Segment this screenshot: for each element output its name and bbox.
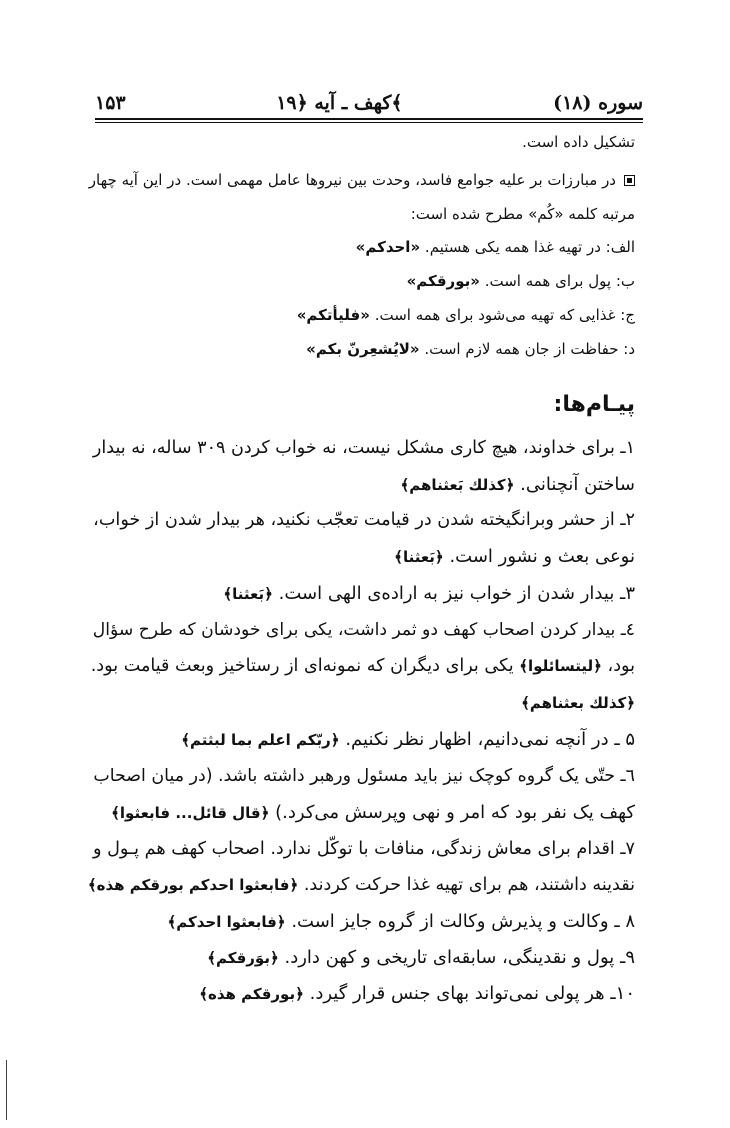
message-7-line-1: ۷ـ اقدام برای معاش زندگی، منافات با توکّل ندارد. اصحاب کهف هم پـول و (93, 839, 635, 859)
message-6-line-2: کهف یک نفر بود که امر و نهی وپرسش می‌کرد.) ﴿قال قائل... فابعثوا﴾ (111, 802, 635, 823)
message-4-line-2: بود، ﴿لیتسائلوا﴾ یکی برای دیگران که نمونه‌ای از رستاخیز وبعث قیامت بود. (90, 656, 635, 676)
message-4-line-3: ﴿کذلك بعثناهم﴾ (521, 694, 635, 712)
square-bullet-icon (624, 175, 635, 186)
intro-item-a: الف: در تهیه غذا همه یکی هستیم. «احدکم» (355, 238, 635, 256)
intro-text-1: در مبارزات بر علیه جوامع فاسد، وحدت بین نیروها عامل مهمی است. در این آیه چهار (88, 171, 616, 189)
message-9: ۹ـ پول و نقدینگی، سابقه‌ای تاریخی و کهن دارد. ﴿بوَرقکم﴾ (207, 947, 635, 968)
header-rule-thick (95, 118, 643, 120)
intro-item-d: د: حفاظت از جان همه لازم است. «لایُشعِرنّ بکم» (306, 340, 635, 358)
message-1-line-2: ساختن آنچنانی. ﴿کذلك بَعثناهم﴾ (400, 474, 635, 495)
message-4-line-1: ٤ـ بیدار کردن اصحاب کهف دو ثمر داشت، یکی برای خودشان که طرح سؤال (92, 620, 635, 640)
intro-item-b: ب: پول برای همه است. «بورقکم» (406, 272, 635, 290)
intro-line-0: تشکیل داده است. (522, 133, 635, 151)
message-2-line-2: نوعی بعث و نشور است. ﴿بَعثنا﴾ (394, 546, 635, 567)
header-rule-thin (95, 122, 643, 123)
page-header (95, 82, 643, 116)
verse-title: کهف ـ آیه ﴿۱۹﴾ (276, 92, 403, 114)
messages-heading: پیـام‌ها: (553, 392, 635, 417)
message-10: ۱۰ـ هر پولی نمی‌تواند بهای جنس قرار گیرد. ﴿بورقکم هذه﴾ (199, 983, 635, 1004)
message-8: ۸ ـ وکالت و پذیرش وکالت از گروه جایز است. ﴿فابعثوا احدکم﴾ (167, 911, 635, 932)
page-number: ۱۵۳ (95, 92, 126, 114)
message-6-line-1: ٦ـ حتّی یک گروه کوچک نیز باید مسئول ورهبر داشته باشد. (در میان اصحاب (93, 766, 635, 786)
intro-item-c: ج: غذایی که تهیه می‌شود برای همه است. «فلیأتکم» (296, 306, 635, 324)
intro-line-2: مرتبه کلمه «کُم» مطرح شده است: (410, 205, 635, 223)
intro-line-1 (89, 171, 635, 189)
scan-edge-line (6, 1060, 7, 1120)
message-5: ۵ ـ در آنچه نمی‌دانیم، اظهار نظر نکنیم. ﴿ربّکم اعلم بما لبثتم﴾ (181, 729, 635, 750)
message-7-line-2: نقدینه داشتند، هم برای تهیه غذا حرکت کردند. ﴿فابعثوا احدکم بورقکم هذه﴾ (87, 875, 635, 895)
message-1-line-1: ۱ـ برای خداوند، هیچ کاری مشکل نیست، نه خواب کردن ۳۰۹ ساله، نه بیدار (92, 438, 635, 458)
message-2-line-1: ۲ـ از حشر وبرانگیخته شدن در قیامت تعجّب نکنید، هر بیدار شدن از خواب، (93, 510, 635, 530)
surah-label: سوره (۱۸) (553, 92, 643, 114)
message-3: ۳ـ بیدار شدن از خواب نیز به اراده‌ی الهی است. ﴿بَعثنا﴾ (223, 583, 635, 604)
